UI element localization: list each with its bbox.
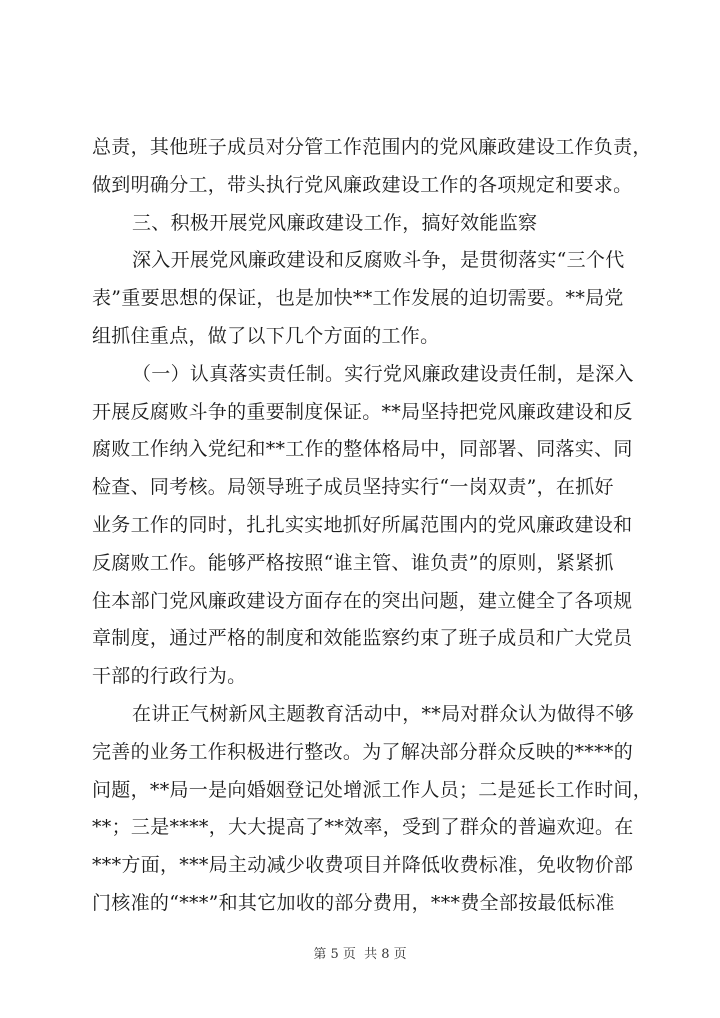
text-line: 总责，其他班子成员对分管工作范围内的党风廉政建设工作负责，: [92, 136, 652, 158]
page-number: 第 5 页: [313, 947, 356, 962]
text-line: ***方面，***局主动减少收费项目并降低收费标准，免收物价部: [92, 854, 634, 877]
text-line: 深入开展党风廉政建设和反腐败斗争，是贯彻落实“三个代: [132, 249, 625, 272]
text-line: 组抓住重点，做了以下几个方面的工作。: [92, 324, 440, 347]
text-line: 反腐败工作。能够严格按照“谁主管、谁负责”的原则，紧紧抓: [92, 551, 614, 574]
text-line: 表”重要思想的保证，也是加快**工作发展的迫切需要。**局党: [92, 287, 624, 310]
subsection-start-line: （一）认真落实责任制。实行党风廉政建设责任制，是深入: [132, 362, 634, 385]
section-heading: 三、积极开展党风廉政建设工作，搞好效能监察: [132, 211, 538, 234]
text-line: 做到明确分工，带头执行党风廉政建设工作的各项规定和要求。: [92, 173, 633, 196]
text-line: 问题，**局一是向婚姻登记处增派工作人员；二是延长工作时间，: [92, 778, 653, 801]
text-line: 业务工作的同时，扎扎实实地抓好所属范围内的党风廉政建设和: [92, 513, 633, 536]
text-line: 门核准的“***”和其它加收的部分费用，***费全部按最低标准: [92, 891, 615, 914]
text-line: 干部的行政行为。: [92, 665, 247, 688]
text-line: **；三是****，大大提高了**效率，受到了群众的普遍欢迎。在: [92, 816, 634, 839]
text-line: 开展反腐败斗争的重要制度保证。**局坚持把党风廉政建设和反: [92, 400, 633, 423]
text-line: 检查、同考核。局领导班子成员坚持实行“一岗双责”，在抓好: [92, 476, 614, 499]
page-footer: [0, 943, 720, 962]
text-line: 在讲正气树新风主题教育活动中，**局对群众认为做得不够: [132, 702, 635, 725]
text-line: 章制度，通过严格的制度和效能监察约束了班子成员和广大党员: [92, 627, 633, 650]
body-text: [92, 129, 653, 923]
page-total: 共 8 页: [364, 947, 407, 962]
text-line: 完善的业务工作积极进行整改。为了解决部分群众反映的****的: [92, 740, 634, 763]
text-line: 住本部门党风廉政建设方面存在的突出问题，建立健全了各项规: [92, 589, 633, 612]
text-line: 腐败工作纳入党纪和**工作的整体格局中，同部署、同落实、同: [92, 438, 633, 461]
